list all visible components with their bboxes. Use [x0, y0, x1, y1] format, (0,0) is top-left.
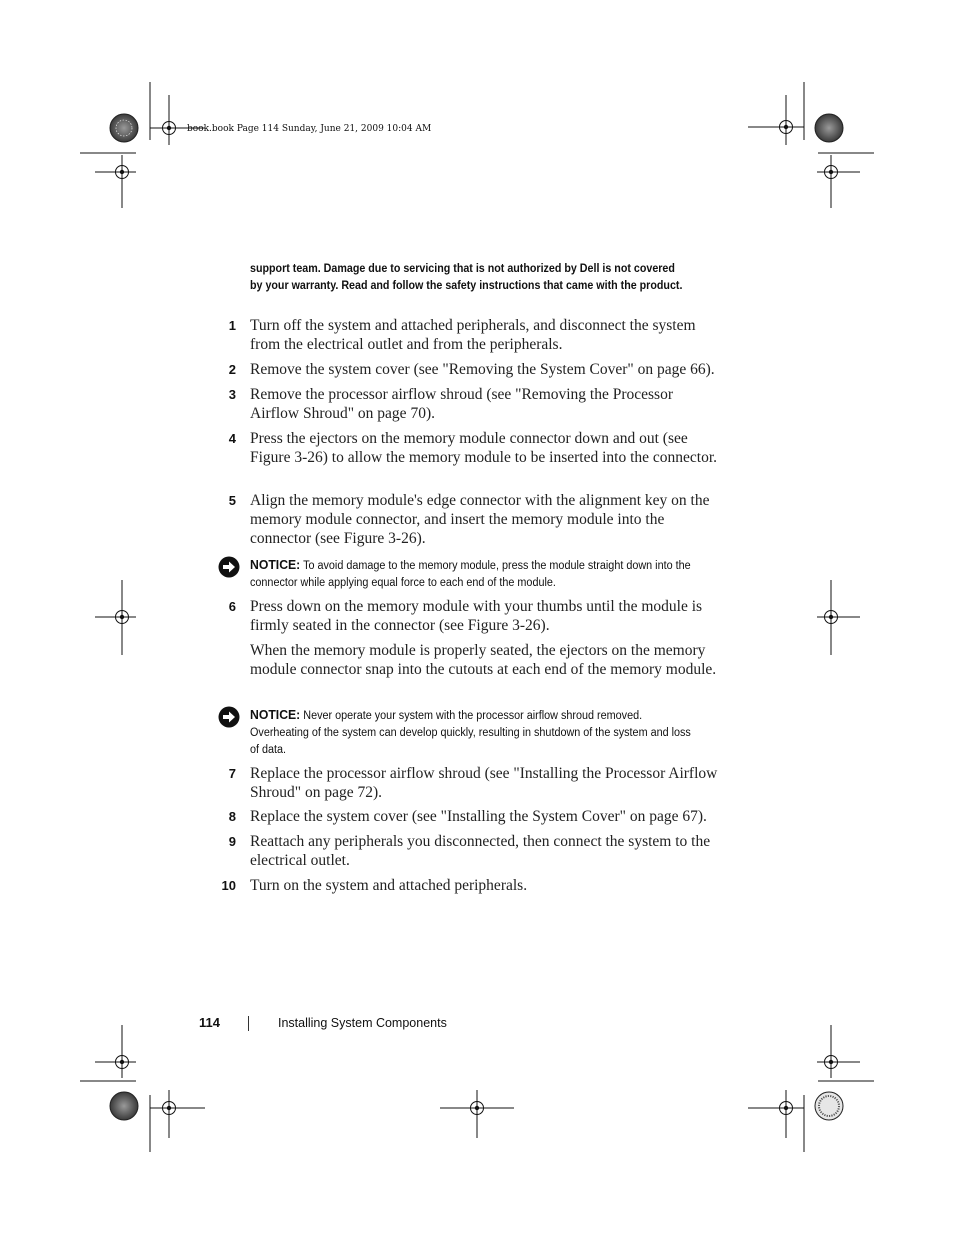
step-number: 9	[228, 834, 236, 849]
notice-label: NOTICE:	[250, 707, 301, 722]
step-number: 6	[228, 599, 236, 614]
step-number: 3	[228, 387, 236, 402]
step-number: 10	[221, 878, 236, 893]
step-text: Press the ejectors on the memory module connector down and out (see Figure 3-26) to allow the memory module to be inserted into the connector.	[250, 430, 718, 466]
notice-text: Never operate your system with the processor airflow shroud removed. Overheating of the system can develop quickly, resulting in shutdown of the system and loss of data.	[250, 710, 691, 756]
footer-divider	[248, 1016, 249, 1031]
step-text: Remove the system cover (see "Removing the System Cover" on page 66).	[250, 361, 715, 378]
notice-icon	[218, 706, 240, 728]
footer-section-title: Installing System Components	[278, 1016, 447, 1030]
print-slug-line: book.book Page 114 Sunday, June 21, 2009 10:04 AM	[187, 124, 432, 134]
notice-label: NOTICE:	[250, 557, 301, 572]
step-text: Replace the processor airflow shroud (see "Installing the Processor Airflow Shroud" on page 72).	[250, 765, 718, 801]
step-number: 8	[228, 809, 236, 824]
step-text: Align the memory module's edge connector with the alignment key on the memory module connector, and insert the memory module into the connector (see Figure 3-26).	[250, 492, 710, 547]
page-number: 114	[199, 1015, 220, 1030]
step-followup-paragraph: When the memory module is properly seated, the ejectors on the memory module connector snap into the cutouts at each end of the memory module.	[250, 642, 717, 678]
notice-text: To avoid damage to the memory module, press the module straight down into the connector while applying equal force to each end of the module.	[250, 560, 691, 589]
step-number: 1	[228, 318, 236, 333]
step-text: Replace the system cover (see "Installing the System Cover" on page 67).	[250, 808, 707, 825]
step-number: 4	[228, 431, 236, 446]
warning-continuation: support team. Damage due to servicing that is not authorized by Dell is not covered by your warranty. Read and follow the safety instructions that came with the product.	[250, 263, 683, 292]
step-number: 5	[228, 493, 236, 508]
step-number: 7	[228, 766, 236, 781]
step-text: Remove the processor airflow shroud (see "Removing the Processor Airflow Shroud" on page 70).	[250, 386, 674, 422]
step-text: Reattach any peripherals you disconnected, then connect the system to the electrical outlet.	[250, 833, 711, 869]
step-text: Turn off the system and attached peripherals, and disconnect the system from the electrical outlet and from the peripherals.	[250, 317, 696, 353]
step-number: 2	[228, 362, 236, 377]
step-text: Press down on the memory module with your thumbs until the module is firmly seated in the connector (see Figure 3-26).	[250, 598, 703, 634]
step-text: Turn on the system and attached peripherals.	[250, 877, 528, 894]
notice-icon	[218, 556, 240, 578]
